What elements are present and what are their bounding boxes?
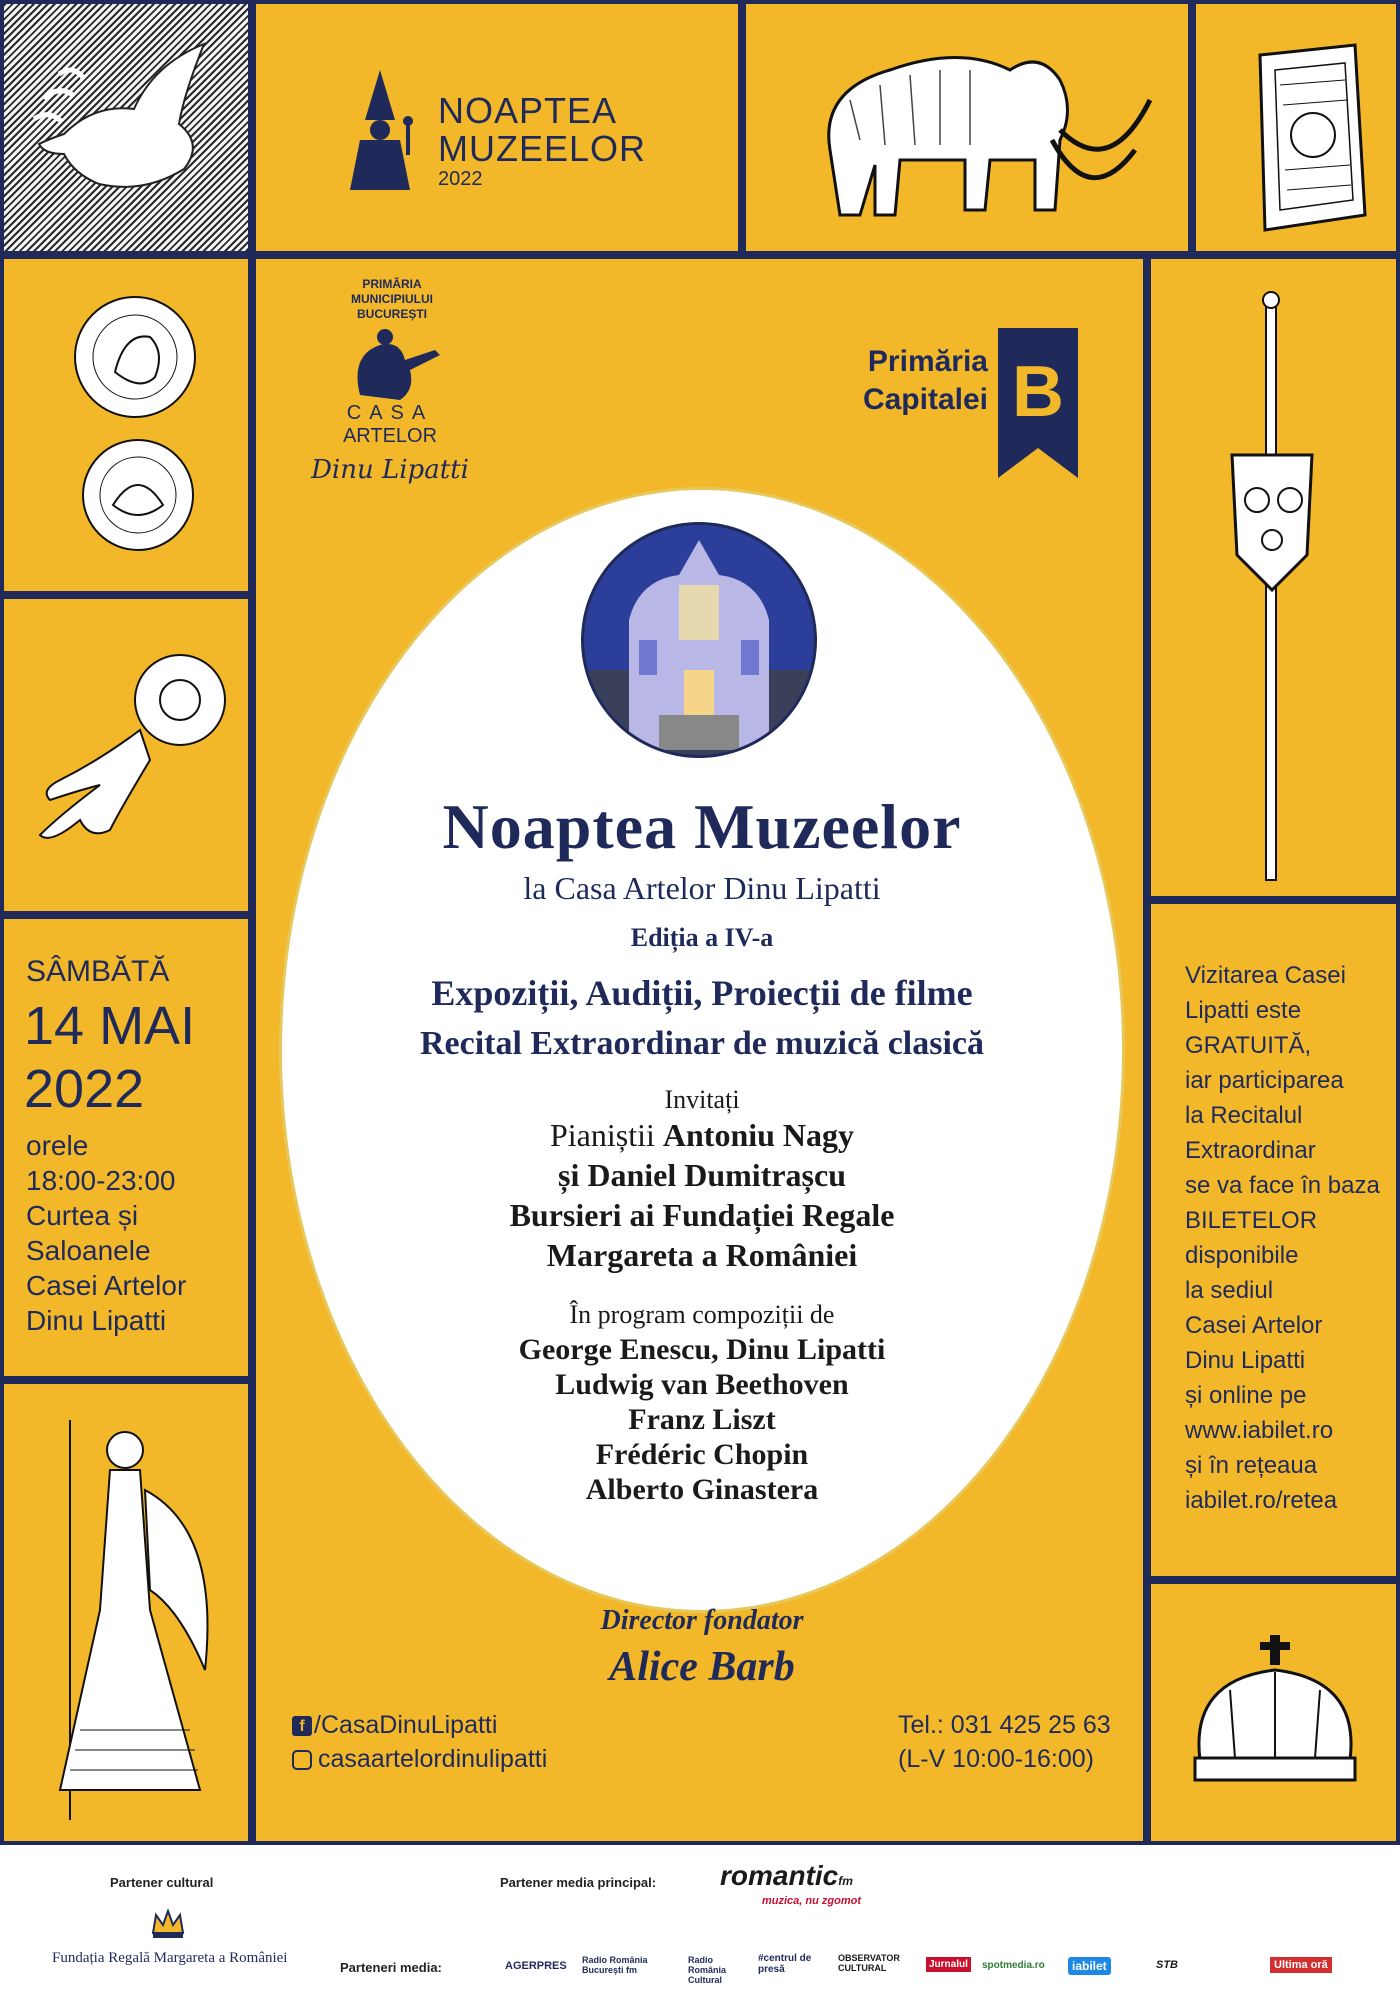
info-line-14: www.iabilet.ro xyxy=(1185,1417,1334,1444)
book-icon xyxy=(1245,35,1375,235)
composer-2: Ludwig van Beethoven xyxy=(555,1368,849,1401)
guests-line4: Margareta a României xyxy=(546,1237,858,1273)
cultural-partner-name: Fundația Regală Margareta a României xyxy=(52,1950,288,1966)
info-line-9: disponibile xyxy=(1185,1242,1299,1269)
date-value: 14 MAI xyxy=(24,996,196,1056)
partners-strip xyxy=(0,1845,1400,2000)
guests-line3: Bursieri ai Fundației Regale xyxy=(509,1197,895,1233)
edition: Ediția a IV-a xyxy=(630,923,774,952)
dove-icon xyxy=(4,4,248,251)
facebook-icon: f xyxy=(292,1716,312,1736)
dove-panel xyxy=(0,0,252,255)
primaria-municipiului-line2: MUNICIPIULUI xyxy=(351,292,433,306)
top-logo-year: 2022 xyxy=(438,168,483,190)
info-line-16: iabilet.ro/retea xyxy=(1185,1487,1338,1514)
media-partner-stb: STB xyxy=(1156,1959,1178,1971)
director-label: Director fondator xyxy=(600,1605,804,1636)
romantic-fm-logo xyxy=(720,1860,853,1892)
info-line-8: BILETELOR xyxy=(1185,1207,1318,1234)
info-line-6: Extraordinar xyxy=(1185,1137,1316,1164)
artelor-text: ARTELOR xyxy=(342,425,438,447)
events-line1: Expoziții, Audiții, Proiecții de filme xyxy=(431,973,973,1013)
date-line-6: Dinu Lipatti xyxy=(26,1305,167,1336)
primaria-capitalei-badge-icon xyxy=(998,328,1078,478)
info-line-10: la sediul xyxy=(1185,1277,1274,1304)
info-line-15: și în rețeaua xyxy=(1185,1452,1318,1479)
cultural-partner-label: Partener cultural xyxy=(110,1875,214,1890)
date-line-3: Curtea și xyxy=(26,1200,139,1231)
date-line-2: 18:00-23:00 xyxy=(26,1165,176,1196)
info-line-1: Vizitarea Casei xyxy=(1185,962,1346,989)
composer-3: Franz Liszt xyxy=(628,1403,776,1436)
events-line2: Recital Extraordinar de muzică clasică xyxy=(419,1025,985,1062)
building-photo xyxy=(579,520,819,760)
mammoth-icon xyxy=(790,30,1170,230)
main-title: Noaptea Muzeelor xyxy=(442,791,962,862)
romantic-fm-tagline: muzica, nu zgomot xyxy=(762,1895,861,1907)
pianist-figure-icon xyxy=(340,325,450,405)
primaria-capitalei-line1: Primăria xyxy=(867,345,988,378)
standard-icon xyxy=(1212,290,1332,890)
date-day: SÂMBĂTĂ xyxy=(26,955,170,988)
info-line-2: Lipatti este xyxy=(1185,997,1302,1024)
instagram-icon xyxy=(292,1750,312,1770)
guests-line2: și Daniel Dumitrașcu xyxy=(558,1157,846,1193)
date-year: 2022 xyxy=(24,1059,145,1119)
primaria-capitalei-line2: Capitalei xyxy=(862,383,988,416)
guest-name-1: Antoniu Nagy xyxy=(662,1117,855,1153)
media-partner-agerpres: AGERPRES xyxy=(505,1960,567,1972)
dinu-lipatti-signature: Dinu Lipatti xyxy=(311,455,469,485)
coin-upper-icon xyxy=(70,292,200,422)
media-partners-label: Parteneri media: xyxy=(340,1960,442,1975)
royal-crown-icon xyxy=(148,1903,188,1943)
coin-lower-icon xyxy=(78,435,198,555)
guests-label: Invitați xyxy=(664,1085,740,1114)
guests-prefix: Pianiștii xyxy=(549,1117,663,1153)
romantic-fm-suffix: fm xyxy=(838,1874,853,1888)
date-line-1: orele xyxy=(26,1130,89,1161)
info-line-13: și online pe xyxy=(1185,1382,1307,1409)
info-line-3: GRATUITĂ, xyxy=(1185,1032,1312,1059)
composer-1: George Enescu, Dinu Lipatti xyxy=(518,1333,886,1366)
romantic-fm-name: romantic xyxy=(720,1860,839,1891)
crown-icon xyxy=(1180,1630,1370,1800)
media-partner-spotmedia: spotmedia.ro xyxy=(982,1960,1045,1971)
office-hours: (L-V 10:00-16:00) xyxy=(898,1745,1094,1773)
main-media-partner-label: Partener media principal: xyxy=(500,1875,657,1890)
media-partner-centrul: #centrul de presă xyxy=(758,1953,812,1975)
media-partner-jurnalul: Jurnalul xyxy=(926,1957,971,1972)
guests-line1 xyxy=(282,1117,1122,1154)
media-partner-ultimaora: Ultima oră xyxy=(1270,1957,1332,1973)
casa-text: CASA xyxy=(346,402,434,424)
wizard-icon xyxy=(340,65,430,195)
main-subtitle: la Casa Artelor Dinu Lipatti xyxy=(523,870,881,906)
top-logo-line1: NOAPTEA xyxy=(438,90,618,131)
top-logo-line2: MUZEELOR xyxy=(438,128,647,169)
program-label: În program compoziții de xyxy=(569,1300,835,1329)
media-partner-rrbucuresti: Radio România București fm xyxy=(582,1955,648,1975)
angel-icon xyxy=(30,1410,230,1830)
primaria-municipiului-line1: PRIMĂRIA xyxy=(362,277,422,291)
date-line-4: Saloanele xyxy=(26,1235,151,1266)
primaria-badge-letter: B xyxy=(1012,352,1064,432)
media-partner-observator: OBSERVATOR CULTURAL xyxy=(838,1953,900,1973)
director-name: Alice Barb xyxy=(609,1644,795,1690)
info-line-12: Dinu Lipatti xyxy=(1185,1347,1306,1374)
composer-5: Alberto Ginastera xyxy=(585,1473,819,1506)
media-partner-iabilet: iabilet xyxy=(1068,1957,1111,1975)
facebook-handle[interactable]: /CasaDinuLipatti xyxy=(314,1711,498,1739)
info-line-11: Casei Artelor xyxy=(1185,1312,1323,1339)
info-line-7: se va face în baza xyxy=(1185,1172,1380,1199)
info-line-5: la Recitalul xyxy=(1185,1102,1303,1129)
primaria-municipiului-line3: BUCUREȘTI xyxy=(356,307,427,321)
instagram-handle[interactable]: casaartelordinulipatti xyxy=(318,1745,548,1773)
phone-number: Tel.: 031 425 25 63 xyxy=(898,1711,1111,1739)
media-partner-rrcultural: Radio România Cultural xyxy=(688,1955,727,1985)
hand-icon xyxy=(20,640,240,860)
composer-4: Frédéric Chopin xyxy=(595,1438,809,1471)
info-line-4: iar participarea xyxy=(1185,1067,1344,1094)
date-line-5: Casei Artelor xyxy=(26,1270,187,1301)
